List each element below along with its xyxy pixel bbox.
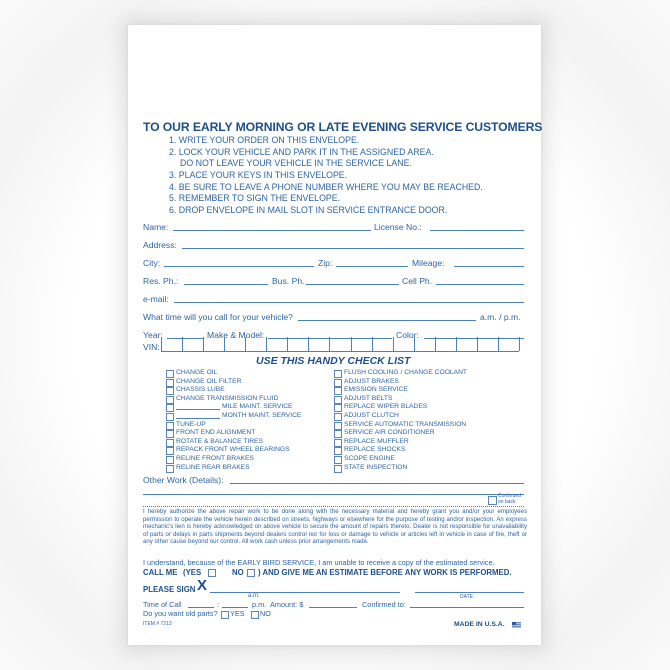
instruction-2b: DO NOT LEAVE YOUR VEHICLE IN THE SERVICE LANE. <box>180 158 412 168</box>
checklist-item-label: TUNE-UP <box>176 420 206 428</box>
date-field[interactable] <box>415 592 524 593</box>
zip-label: Zip: <box>318 258 333 268</box>
made-in-usa: MADE IN U.S.A. <box>454 621 505 628</box>
email-field[interactable] <box>174 302 524 303</box>
vin-box-divider <box>519 337 520 351</box>
checklist-item-label: FLUSH COOLING / CHANGE COOLANT <box>344 369 467 376</box>
vin-field[interactable] <box>161 351 519 352</box>
instruction-5: 5. REMEMBER TO SIGN THE ENVELOPE. <box>169 193 341 203</box>
mileage-field[interactable] <box>454 266 524 267</box>
cell-phone-label: Cell Ph. <box>402 276 433 286</box>
pm-label: p.m. <box>252 600 267 609</box>
time-of-call-label: Time of Call <box>143 600 182 609</box>
email-label: e-mail: <box>143 294 169 304</box>
call-time-field[interactable] <box>298 320 476 321</box>
vin-box-divider <box>435 337 436 351</box>
checklist-checkbox[interactable] <box>166 456 174 464</box>
vin-box-divider <box>329 337 330 351</box>
vin-box-divider <box>456 337 457 351</box>
city-label: City: <box>143 258 161 268</box>
checklist-checkbox[interactable] <box>166 379 174 387</box>
call-no-label: NO <box>232 568 244 577</box>
old-parts-yes-checkbox[interactable] <box>221 611 229 619</box>
checklist-item-label: ADJUST CLUTCH <box>344 412 399 419</box>
vin-label: VIN: <box>143 342 160 352</box>
color-field[interactable] <box>424 338 524 339</box>
checklist-item-label: SCOPE ENGINE <box>344 455 395 462</box>
call-hour-field[interactable] <box>188 607 214 608</box>
checklist-checkbox[interactable] <box>334 413 342 421</box>
colon-separator: : <box>217 600 220 609</box>
make-model-label: Make & Model: <box>207 330 265 340</box>
checklist-item-label: REPLACE WIPER BLADES <box>344 403 428 411</box>
checklist-item-label: SERVICE AUTOMATIC TRANSMISSION <box>344 420 467 428</box>
checklist-checkbox[interactable] <box>166 422 174 430</box>
item-number: ITEM # 7213 <box>143 621 172 627</box>
checklist-item-label: ADJUST BRAKES <box>344 377 399 385</box>
instruction-1: 1. WRITE YOUR ORDER ON THIS ENVELOPE. <box>169 135 360 145</box>
checklist-item-label: CHANGE OIL FILTER <box>176 377 242 385</box>
am-label: a.m. <box>248 593 260 599</box>
confirmed-label: Confirmed to: <box>362 600 406 609</box>
old-parts-yes-label: YES <box>230 609 245 618</box>
checklist-checkbox[interactable] <box>166 404 174 412</box>
checklist-checkbox[interactable] <box>166 387 174 395</box>
vin-box-divider <box>224 337 225 351</box>
mileage-label: Mileage: <box>412 258 445 268</box>
checklist-checkbox[interactable] <box>166 396 174 404</box>
checklist-item-label: CHANGE TRANSMISSION FLUID <box>176 394 279 402</box>
checklist-checkbox[interactable] <box>334 396 342 404</box>
checklist-checkbox[interactable] <box>166 439 174 447</box>
checklist-item-label: SERVICE AIR CONDITIONER <box>344 429 435 437</box>
checklist-checkbox[interactable] <box>334 370 342 378</box>
checklist-checkbox[interactable] <box>166 465 174 473</box>
date-label: DATE <box>460 594 473 600</box>
license-field[interactable] <box>430 230 524 231</box>
checklist-checkbox[interactable] <box>166 370 174 378</box>
checklist-item-label: ROTATE & BALANCE TIRES <box>176 437 263 445</box>
sign-x-mark: X <box>197 577 208 594</box>
checklist-item-label: CHANGE OIL <box>176 369 218 376</box>
old-parts-label: Do you want old parts? <box>143 609 218 618</box>
call-me-label: CALL ME <box>143 568 178 577</box>
other-work-field-1[interactable] <box>230 483 524 484</box>
address-label: Address: <box>143 240 177 250</box>
bus-phone-label: Bus. Ph. <box>272 276 305 286</box>
other-work-field-2[interactable] <box>143 494 524 495</box>
instruction-6: 6. DROP ENVELOPE IN MAIL SLOT IN SERVICE ENTRANCE DOOR. <box>169 205 448 215</box>
old-parts-no-checkbox[interactable] <box>251 611 259 619</box>
checklist-checkbox[interactable] <box>334 387 342 395</box>
call-no-checkbox[interactable] <box>247 569 255 577</box>
vin-box-divider <box>308 337 309 351</box>
estimate-rest-text: ) AND GIVE ME AN ESTIMATE BEFORE ANY WORK IS PERFORMED. <box>258 568 512 577</box>
maint-interval-field[interactable] <box>176 418 220 419</box>
checklist-item-label: MONTH MAINT. SERVICE <box>222 412 302 419</box>
vin-box-divider <box>498 337 499 351</box>
divider <box>143 506 524 507</box>
please-sign-label: PLEASE SIGN <box>143 585 196 594</box>
checklist-checkbox[interactable] <box>166 447 174 455</box>
address-field[interactable] <box>182 248 524 249</box>
checklist-checkbox[interactable] <box>334 422 342 430</box>
call-yes-checkbox[interactable] <box>208 569 216 577</box>
vin-box-divider <box>477 337 478 351</box>
res-phone-label: Res. Ph.: <box>143 276 179 286</box>
checklist-checkbox[interactable] <box>334 404 342 412</box>
checklist-checkbox[interactable] <box>334 439 342 447</box>
continued-label <box>498 494 521 505</box>
vin-box-divider <box>372 337 373 351</box>
res-phone-field[interactable] <box>184 284 268 285</box>
confirmed-field[interactable] <box>410 607 524 608</box>
amount-field[interactable] <box>309 607 357 608</box>
year-field[interactable] <box>167 338 203 339</box>
checklist-item-label: RELINE FRONT BRAKES <box>176 455 254 462</box>
call-yes-label: (YES <box>183 568 202 577</box>
amount-label: Amount: $ <box>270 600 304 609</box>
vin-box-divider <box>414 337 415 351</box>
cell-phone-field[interactable] <box>436 284 524 285</box>
checklist-checkbox[interactable] <box>334 430 342 438</box>
us-flag-icon <box>512 622 521 628</box>
on-back-text: on back <box>498 498 516 505</box>
checklist-checkbox[interactable] <box>334 465 342 473</box>
other-work-label: Other Work (Details): <box>143 475 224 485</box>
checklist-checkbox[interactable] <box>334 447 342 455</box>
checklist-item-label: REPLACE SHOCKS <box>344 446 406 454</box>
vin-box-divider <box>161 337 162 351</box>
checklist-item-label: REPLACE MUFFLER <box>344 437 409 445</box>
estimate-understand-text: I understand, because of the EARLY BIRD SERVICE, I am unable to receive a copy of the estimated service. <box>143 558 495 567</box>
checklist-checkbox[interactable] <box>166 430 174 438</box>
checklist-checkbox[interactable] <box>166 413 174 421</box>
checklist-item-label: EMISSION SERVICE <box>344 386 408 394</box>
checklist-item-label: MILE MAINT. SERVICE <box>222 403 293 411</box>
vin-box-divider <box>203 337 204 351</box>
name-field[interactable] <box>173 230 371 231</box>
checklist-item-label: STATE INSPECTION <box>344 463 408 471</box>
checklist-item-label: ADJUST BELTS <box>344 394 393 402</box>
old-parts-no-label: NO <box>260 609 271 618</box>
checklist-checkbox[interactable] <box>334 379 342 387</box>
vin-box-divider <box>287 337 288 351</box>
service-envelope-form <box>128 25 541 645</box>
call-time-label: What time will you call for your vehicle? <box>143 312 293 322</box>
vin-box-divider <box>351 337 352 351</box>
continued-checkbox[interactable] <box>488 496 497 505</box>
instruction-2: 2. LOCK YOUR VEHICLE AND PARK IT IN THE ASSIGNED AREA. <box>169 147 434 157</box>
checklist-item-label: CHASSIS LUBE <box>176 386 225 394</box>
instruction-3: 3. PLACE YOUR KEYS IN THIS ENVELOPE. <box>169 170 348 180</box>
city-field[interactable] <box>164 266 314 267</box>
call-minute-field[interactable] <box>222 607 248 608</box>
checklist-item-label: RELINE REAR BRAKES <box>176 463 250 471</box>
year-label: Year: <box>143 330 163 340</box>
name-label: Name: <box>143 222 169 232</box>
vin-box-divider <box>245 337 246 351</box>
vin-box-divider <box>393 337 394 351</box>
license-label: License No.: <box>374 222 422 232</box>
bus-phone-field[interactable] <box>306 284 399 285</box>
zip-field[interactable] <box>336 266 408 267</box>
signature-field[interactable] <box>210 592 400 593</box>
ampm-label: a.m. / p.m. <box>480 312 521 322</box>
color-label: Color: <box>396 330 419 340</box>
vin-box-divider <box>182 337 183 351</box>
checklist-item-label: REPACK FRONT WHEEL BEARINGS <box>176 446 290 454</box>
vin-box-divider <box>266 337 267 351</box>
instruction-4: 4. BE SURE TO LEAVE A PHONE NUMBER WHERE YOU MAY BE REACHED. <box>169 182 483 192</box>
checklist-title: USE THIS HANDY CHECK LIST <box>256 355 411 367</box>
checklist-item-label: FRONT END ALIGNMENT <box>176 429 256 437</box>
form-title: TO OUR EARLY MORNING OR LATE EVENING SERVICE CUSTOMERS <box>143 120 543 134</box>
continued-text: Continued <box>498 493 521 499</box>
checklist-checkbox[interactable] <box>334 456 342 464</box>
maint-interval-field[interactable] <box>176 409 220 410</box>
authorization-text: I hereby authorize the above repair work to be done along with the necessary material and hereby grant you and/or your employees permission to operate the vehicle herein described on streets, highways or elsewhere for the purpose of testing and/or inspection. An express mechanic's lien is hereby acknowledged on above vehicle to secure the amount of repairs thereto. Dealer is not responsible for unavailability of parts or delays in parts shipments beyond dealers control nor for loss or damage to vehicle or articles left in vehicle in case of fire, theft or any other cause beyond our control. All work cash unless prior arrangements made. <box>143 508 527 546</box>
